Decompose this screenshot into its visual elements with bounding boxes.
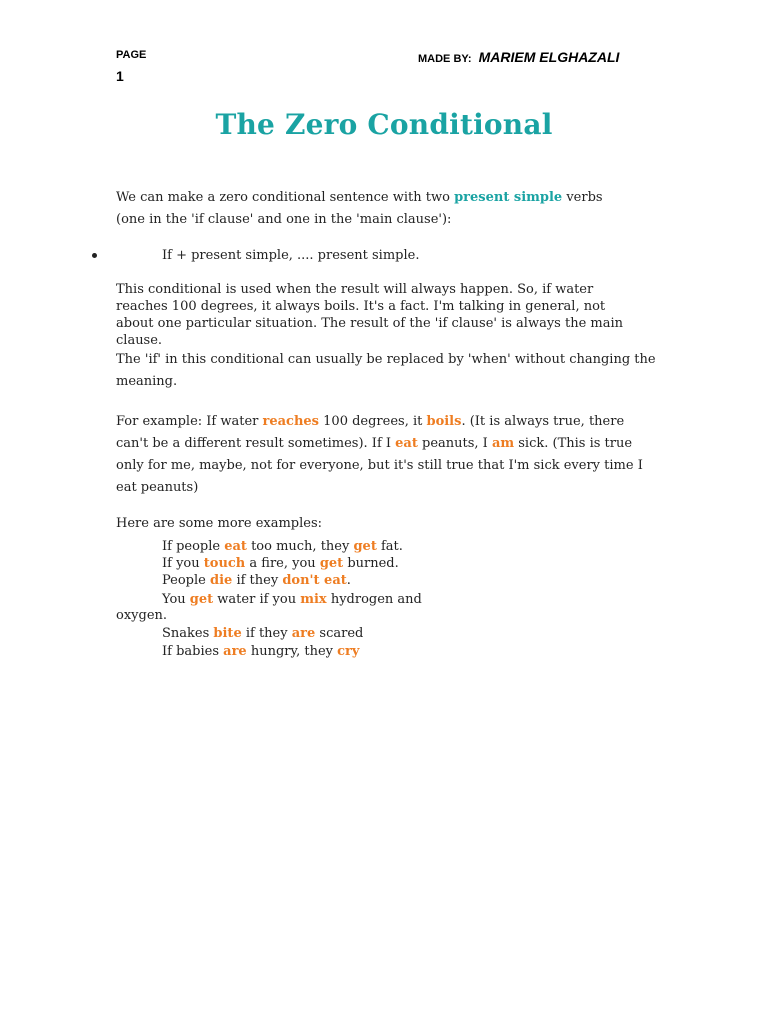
example-text: . [346, 573, 351, 588]
bullet-icon [92, 250, 100, 258]
example-verb: get [189, 592, 214, 607]
bullet-formula: If + present simple, .... present simple. [162, 248, 420, 263]
example-verb: die [210, 573, 233, 588]
example-text: You [162, 592, 190, 607]
when-note-paragraph: The 'if' in this conditional can usually be replaced by 'when' without changing the meaning. [116, 352, 656, 389]
example-text: too much, they [246, 539, 354, 554]
example-text: hungry, they [246, 644, 338, 659]
example-verb: get [319, 556, 344, 571]
example-text-3: . (It is always true, there can't be a different result sometimes). If I [116, 414, 625, 451]
made-by-label: MADE BY: [418, 53, 472, 65]
example-verb: are [291, 626, 316, 641]
example-verb: cry [337, 644, 360, 659]
example-text-2: 100 degrees, it [319, 414, 427, 429]
example-verb: touch [203, 556, 246, 571]
example-text: if they [241, 626, 292, 641]
example-verb: bite [213, 626, 242, 641]
example-text: a fire, you [245, 556, 320, 571]
intro-text-after: verbs [562, 190, 603, 205]
example-text: If people [162, 539, 225, 554]
example-text-4: peanuts, I [417, 436, 492, 451]
example-text: If you [162, 556, 204, 571]
example-line-continued: oxygen. [116, 608, 168, 623]
example-line [162, 538, 403, 555]
verb-reaches: reaches [262, 414, 320, 429]
example-paragraph [116, 411, 651, 499]
page-title: The Zero Conditional [215, 108, 553, 141]
example-line [162, 643, 359, 660]
example-text: Snakes [162, 626, 214, 641]
verb-am: am [491, 436, 515, 451]
example-verb: get [353, 539, 377, 554]
more-examples-label: Here are some more examples: [116, 516, 323, 531]
intro-text-before: We can make a zero conditional sentence with two [116, 190, 455, 205]
example-text-1: For example: If water [116, 414, 263, 429]
intro-line-2: (one in the 'if clause' and one in the 'main clause'): [116, 212, 452, 227]
example-text: water if you [213, 592, 301, 607]
made-by [418, 49, 619, 65]
example-text: If babies [162, 644, 224, 659]
example-text: hydrogen and [326, 592, 422, 607]
example-line [162, 555, 399, 572]
example-text: scared [315, 626, 364, 641]
example-verb: eat [224, 539, 247, 554]
example-text: fat. [376, 539, 403, 554]
author-name: MARIEM ELGHAZALI [478, 49, 620, 65]
verb-boils: boils [426, 414, 462, 429]
example-text: People [162, 573, 210, 588]
explanation-paragraph: This conditional is used when the result will always happen. So, if water reaches 100 degrees, it always boils. It's a fact. I'm talking in general, not about one particular situation. The result of the 'if clause' is always the main clause. [116, 282, 624, 348]
verb-eat: eat [395, 436, 418, 451]
intro-highlight: present simple [454, 190, 563, 205]
page-number: 1 [116, 68, 124, 84]
example-verb: mix [300, 592, 327, 607]
example-verb: don't eat [282, 573, 347, 588]
example-line [162, 572, 351, 589]
example-line [162, 591, 422, 608]
intro-paragraph [116, 187, 656, 231]
example-text-5: sick. (This is true only for me, maybe, not for everyone, but it's still true that I'm sick every time I eat peanuts) [116, 436, 643, 495]
example-line [162, 625, 363, 642]
example-text: if they [232, 573, 283, 588]
example-text: burned. [343, 556, 399, 571]
page-label: PAGE [116, 49, 147, 61]
example-verb: are [223, 644, 247, 659]
